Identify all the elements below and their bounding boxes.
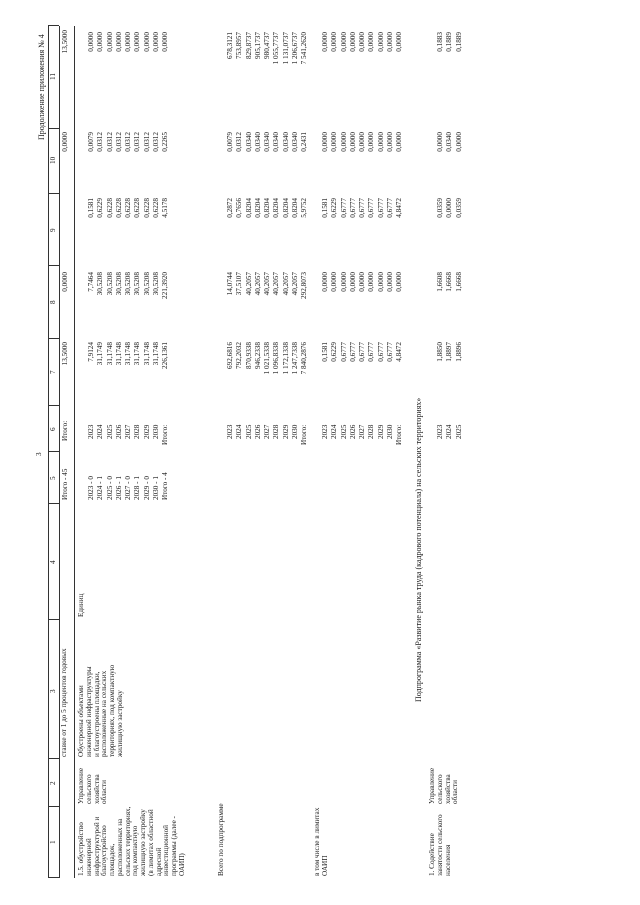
value-cell: 0,6777: [339, 342, 348, 362]
value-cell: 0,0000: [114, 32, 123, 52]
subprogram-title: Подпрограмма «Развитие рынка труда (кадрового потенциала) на сельских территориях»: [414, 397, 423, 702]
value-cell: 4,8472: [395, 342, 404, 362]
target-2023: 2023 - 0: [87, 476, 95, 500]
value-cell: 0,0000: [321, 132, 329, 152]
value-cell: 0,0000: [339, 132, 348, 152]
value-cell: 678,3121: [226, 32, 234, 59]
header-divider: [48, 503, 59, 504]
value-cell: 40,2057: [244, 272, 253, 296]
year: 2026: [348, 424, 357, 439]
value-cell: 0,0000: [87, 32, 95, 52]
year: 2026: [114, 424, 123, 439]
value-cell: 40,2057: [272, 272, 281, 296]
continuation-note: Продолжение приложения № 4: [37, 34, 46, 140]
target-2024: 2024 - 1: [96, 476, 105, 500]
header-divider: [48, 877, 59, 878]
year: 2024: [330, 424, 339, 439]
value-cell: 0,0312: [114, 132, 123, 152]
value-cell: 0,0000: [358, 132, 367, 152]
oaip-label: в том числе в лимитах ОАИП: [313, 807, 329, 876]
value-cell: 0,0312: [133, 132, 142, 152]
value-cell: 0,6777: [367, 198, 376, 218]
subprogram-total-col8: [226, 272, 310, 326]
year: 2030: [152, 424, 161, 439]
value-cell: 0,6228: [114, 198, 123, 218]
oaip-col9: [321, 198, 405, 252]
value-cell: 0,0000: [386, 272, 395, 292]
target-2027: 2027 - 0: [124, 476, 133, 500]
section-1-col10: [436, 132, 464, 186]
value-cell: 870,9338: [244, 342, 253, 369]
year: 2024: [445, 424, 454, 439]
section-1-5-col8: [87, 272, 171, 326]
value-cell: 37,5107: [235, 272, 244, 296]
value-cell: 829,8737: [244, 32, 253, 59]
value-cell: 30,5208: [142, 272, 151, 296]
header-divider: [48, 25, 59, 26]
col-number-11: 11: [49, 73, 57, 80]
value-cell: 221,3920: [161, 272, 170, 299]
col-number-5: 5: [49, 476, 57, 480]
value-cell: 7,9124: [87, 342, 95, 362]
target-2030: 2030 - 1: [152, 476, 161, 500]
value-cell: 31,1748: [114, 342, 123, 366]
prev-total-c8: 0,0000: [61, 272, 69, 292]
value-cell: 0,1581: [87, 198, 95, 218]
value-cell: 0,0312: [96, 132, 105, 152]
value-cell: 0,0000: [105, 32, 114, 52]
value-cell: 30,5208: [96, 272, 105, 296]
value-cell: 1 206,6737: [291, 32, 300, 65]
value-cell: 0,6777: [367, 342, 376, 362]
value-cell: 0,0000: [339, 32, 348, 52]
year: 2023: [436, 424, 444, 439]
header-divider: [48, 193, 59, 194]
value-cell: 0,0340: [263, 132, 272, 152]
value-cell: 0,0000: [376, 32, 385, 52]
value-cell: 1 055,7737: [272, 32, 281, 65]
value-cell: 0,6228: [142, 198, 151, 218]
value-cell: 5,9752: [300, 198, 309, 218]
value-cell: 1 172,1338: [281, 342, 290, 375]
value-cell: 792,2032: [235, 342, 244, 369]
value-cell: 0,0000: [124, 32, 133, 52]
year: 2028: [367, 424, 376, 439]
value-cell: 0,2431: [300, 132, 309, 152]
year: 2024: [96, 424, 105, 439]
value-cell: 31,1748: [142, 342, 151, 366]
section-1-executor: Управление сельского хозяйства области: [428, 767, 460, 804]
year: 2027: [263, 424, 272, 439]
value-cell: 0,0312: [235, 132, 244, 152]
value-cell: 31,1748: [105, 342, 114, 366]
col-number-7: 7: [49, 370, 57, 374]
value-cell: 1 096,8338: [272, 342, 281, 375]
value-cell: 0,6229: [96, 198, 105, 218]
year: 2028: [272, 424, 281, 439]
value-cell: 0,6777: [358, 342, 367, 362]
value-cell: 226,1361: [161, 342, 170, 369]
value-cell: 0,0000: [454, 132, 463, 152]
value-cell: 0,0000: [161, 32, 170, 52]
value-cell: 753,8957: [235, 32, 244, 59]
value-cell: 31,1749: [96, 342, 105, 366]
header-divider: [48, 405, 59, 406]
col-number-9: 9: [49, 228, 57, 232]
value-cell: 0,2265: [161, 132, 170, 152]
header-divider: [48, 265, 59, 266]
target-2025: 2025 - 0: [105, 476, 114, 500]
value-cell: 7,7464: [87, 272, 95, 292]
value-cell: 31,1748: [133, 342, 142, 366]
value-cell: 0,0000: [321, 32, 329, 52]
value-cell: 0,6228: [124, 198, 133, 218]
value-cell: 0,0000: [367, 272, 376, 292]
header-divider: [48, 806, 59, 807]
value-cell: 0,0340: [445, 132, 454, 152]
prev-year-total: Итого:: [61, 420, 69, 441]
value-cell: 0,0000: [358, 272, 367, 292]
header-divider: [48, 451, 59, 452]
value-cell: 0,0000: [348, 132, 357, 152]
year: 2026: [253, 424, 262, 439]
value-cell: 0,0359: [454, 198, 463, 218]
value-cell: 1,6668: [454, 272, 463, 292]
value-cell: 0,0312: [142, 132, 151, 152]
value-cell: 0,2872: [226, 198, 234, 218]
value-cell: 0,0000: [133, 32, 142, 52]
value-cell: 0,1581: [321, 198, 329, 218]
col-number-10: 10: [49, 156, 57, 164]
section-1-title: 1. Содействие занятости сельского населения: [428, 814, 452, 876]
row-divider: [74, 26, 75, 878]
section-1-5-col7: [87, 342, 171, 396]
value-cell: 0,6777: [358, 198, 367, 218]
value-cell: 0,6777: [339, 198, 348, 218]
prev-target-total: Итого - 45: [61, 468, 69, 500]
value-cell: 0,1889: [454, 32, 463, 52]
value-cell: 0,0000: [395, 132, 404, 152]
target-2028: 2028 - 1: [133, 476, 142, 500]
value-cell: 40,2057: [253, 272, 262, 296]
prev-total-c7: 13,5000: [61, 342, 69, 366]
value-cell: 0,0340: [272, 132, 281, 152]
value-cell: 0,0000: [395, 272, 404, 292]
section-1-col7: [436, 342, 464, 396]
value-cell: 0,0000: [445, 198, 454, 218]
header-divider: [48, 758, 59, 759]
value-cell: 7 840,2876: [300, 342, 309, 375]
year: 2024: [235, 424, 244, 439]
value-cell: 40,2057: [291, 272, 300, 296]
year: 2030: [291, 424, 300, 439]
col-number-2: 2: [49, 781, 57, 785]
section-1-5-targets: [87, 472, 171, 500]
section-1-col11: [436, 32, 464, 94]
value-cell: 292,8073: [300, 272, 309, 299]
oaip-col7: [321, 342, 405, 396]
value-cell: 1,8850: [436, 342, 444, 362]
year: 2023: [226, 424, 234, 439]
section-1-5-col9: [87, 198, 171, 252]
subprogram-total-col11: [226, 32, 310, 106]
section-1-5-col10: [87, 132, 171, 186]
subprogram-total-col10: [226, 132, 310, 186]
value-cell: 0,0340: [291, 132, 300, 152]
year-total-label: Итого:: [395, 424, 404, 445]
value-cell: 0,7656: [235, 198, 244, 218]
col-number-1: 1: [49, 840, 57, 844]
value-cell: 0,0000: [142, 32, 151, 52]
year: 2027: [358, 424, 367, 439]
value-cell: 1 021,5338: [263, 342, 272, 375]
value-cell: 1,8896: [454, 342, 463, 362]
value-cell: 1,6668: [445, 272, 454, 292]
value-cell: 0,0000: [386, 132, 395, 152]
value-cell: 0,6777: [348, 342, 357, 362]
value-cell: 30,5208: [105, 272, 114, 296]
value-cell: 4,8472: [395, 198, 404, 218]
year: 2025: [339, 424, 348, 439]
value-cell: 31,1748: [124, 342, 133, 366]
year: 2029: [376, 424, 385, 439]
col-number-3: 3: [49, 689, 57, 693]
value-cell: 0,0312: [152, 132, 161, 152]
value-cell: 0,0000: [358, 32, 367, 52]
value-cell: 0,6228: [105, 198, 114, 218]
year: 2030: [386, 424, 395, 439]
value-cell: 0,0312: [124, 132, 133, 152]
value-cell: 0,8204: [253, 198, 262, 218]
section-1-5-unit: Единиц: [77, 593, 85, 617]
section-1-5-executor: Управление сельского хозяйства области: [77, 767, 109, 804]
value-cell: 0,6229: [330, 198, 339, 218]
value-cell: 0,0312: [105, 132, 114, 152]
value-cell: 0,8204: [272, 198, 281, 218]
value-cell: 0,8204: [281, 198, 290, 218]
col-number-8: 8: [49, 300, 57, 304]
prev-total-c11: 13,5000: [61, 30, 69, 54]
target-2029: 2029 - 0: [142, 476, 151, 500]
value-cell: 0,0000: [330, 32, 339, 52]
value-cell: 0,0000: [339, 272, 348, 292]
value-cell: 0,0340: [281, 132, 290, 152]
value-cell: 980,4737: [263, 32, 272, 59]
value-cell: 0,0359: [436, 198, 444, 218]
value-cell: 0,0000: [395, 32, 404, 52]
value-cell: 0,6777: [386, 198, 395, 218]
section-1-5-title: 1.5. обустройство инженерной инфраструктурой и благоустройство площадок, расположенных на сельских территориях, под компактную жилищную застройку (в лимитах областной адресной инвестиционной программы (далее - ОАИП): [77, 806, 186, 876]
year-total-label: Итого:: [161, 424, 170, 445]
value-cell: 692,6816: [226, 342, 234, 369]
prev-total-c10: 0,0000: [61, 132, 69, 152]
value-cell: 0,6229: [330, 342, 339, 362]
year: 2025: [454, 424, 463, 439]
value-cell: 0,0000: [152, 32, 161, 52]
oaip-col8: [321, 272, 405, 326]
year: 2028: [133, 424, 142, 439]
col-number-6: 6: [49, 427, 57, 431]
value-cell: 1 247,7338: [291, 342, 300, 375]
section-1-5-years: [87, 424, 171, 445]
subprogram-total-col9: [226, 198, 310, 252]
value-cell: 0,0079: [226, 132, 234, 152]
value-cell: 0,0340: [244, 132, 253, 152]
value-cell: 30,5208: [114, 272, 123, 296]
value-cell: 0,6777: [348, 198, 357, 218]
value-cell: 0,0000: [330, 132, 339, 152]
value-cell: 30,5208: [152, 272, 161, 296]
value-cell: 30,5208: [133, 272, 142, 296]
value-cell: 0,0000: [348, 272, 357, 292]
value-cell: 0,8204: [291, 198, 300, 218]
value-cell: 0,6777: [386, 342, 395, 362]
year: 2023: [87, 424, 95, 439]
year: 2025: [244, 424, 253, 439]
value-cell: 0,6777: [376, 342, 385, 362]
oaip-col11: [321, 32, 405, 94]
page-number: 3: [35, 452, 43, 456]
year: 2025: [105, 424, 114, 439]
value-cell: 0,0000: [330, 272, 339, 292]
section-1-5-col11: [87, 32, 171, 94]
subprogram-total-col7: [226, 342, 310, 412]
oaip-years: [321, 424, 405, 445]
value-cell: 0,1883: [436, 32, 444, 52]
value-cell: 40,2057: [281, 272, 290, 296]
value-cell: 1,6608: [436, 272, 444, 292]
section-1-years: [436, 425, 464, 439]
year: 2027: [124, 424, 133, 439]
value-cell: 0,6228: [152, 198, 161, 218]
subprogram-total-label: Всего по подпрограмме: [217, 803, 225, 876]
target-2026: 2026 - 1: [114, 476, 123, 500]
target-total: Итого - 4: [161, 472, 170, 500]
value-cell: 0,0000: [321, 272, 329, 292]
value-cell: 14,0744: [226, 272, 234, 296]
section-1-col8: [436, 272, 464, 326]
year: 2029: [281, 424, 290, 439]
year-total-label: Итого:: [300, 424, 309, 445]
value-cell: 0,1581: [321, 342, 329, 362]
value-cell: 0,0000: [96, 32, 105, 52]
value-cell: 31,1748: [152, 342, 161, 366]
value-cell: 0,6228: [133, 198, 142, 218]
rotated-page: [32, 12, 632, 892]
value-cell: 905,1737: [253, 32, 262, 59]
value-cell: 1 131,0737: [281, 32, 290, 65]
value-cell: 4,5178: [161, 198, 170, 218]
value-cell: 0,0000: [367, 132, 376, 152]
prev-indicator-tail: ставке от 1 до 5 процентов годовых: [60, 648, 68, 757]
value-cell: 0,8204: [263, 198, 272, 218]
header-divider: [48, 338, 59, 339]
col-number-4: 4: [49, 560, 57, 564]
value-cell: 40,2057: [263, 272, 272, 296]
value-cell: 946,2338: [253, 342, 262, 369]
value-cell: 30,5208: [124, 272, 133, 296]
value-cell: 0,0000: [348, 32, 357, 52]
value-cell: 0,0000: [367, 32, 376, 52]
value-cell: 0,6777: [376, 198, 385, 218]
value-cell: 0,8204: [244, 198, 253, 218]
value-cell: 1,8897: [445, 342, 454, 362]
value-cell: 0,1889: [445, 32, 454, 52]
subprogram-total-years: [226, 424, 310, 445]
value-cell: 0,0000: [386, 32, 395, 52]
value-cell: 0,0000: [376, 272, 385, 292]
value-cell: 0,0079: [87, 132, 95, 152]
header-top-rule: [48, 26, 49, 878]
value-cell: 0,0000: [376, 132, 385, 152]
year: 2023: [321, 424, 329, 439]
value-cell: 0,0340: [253, 132, 262, 152]
year: 2029: [142, 424, 151, 439]
section-1-col9: [436, 198, 464, 252]
oaip-col10: [321, 132, 405, 186]
header-divider: [48, 128, 59, 129]
value-cell: 7 541,2620: [300, 32, 309, 65]
section-1-5-indicator: Обустроены объектами инженерной инфраструктуры и благоустроены площадки, расположенные на сельских территориях, под компактную жилищную застройку: [77, 664, 124, 757]
header-divider: [48, 619, 59, 620]
value-cell: 0,0000: [436, 132, 444, 152]
